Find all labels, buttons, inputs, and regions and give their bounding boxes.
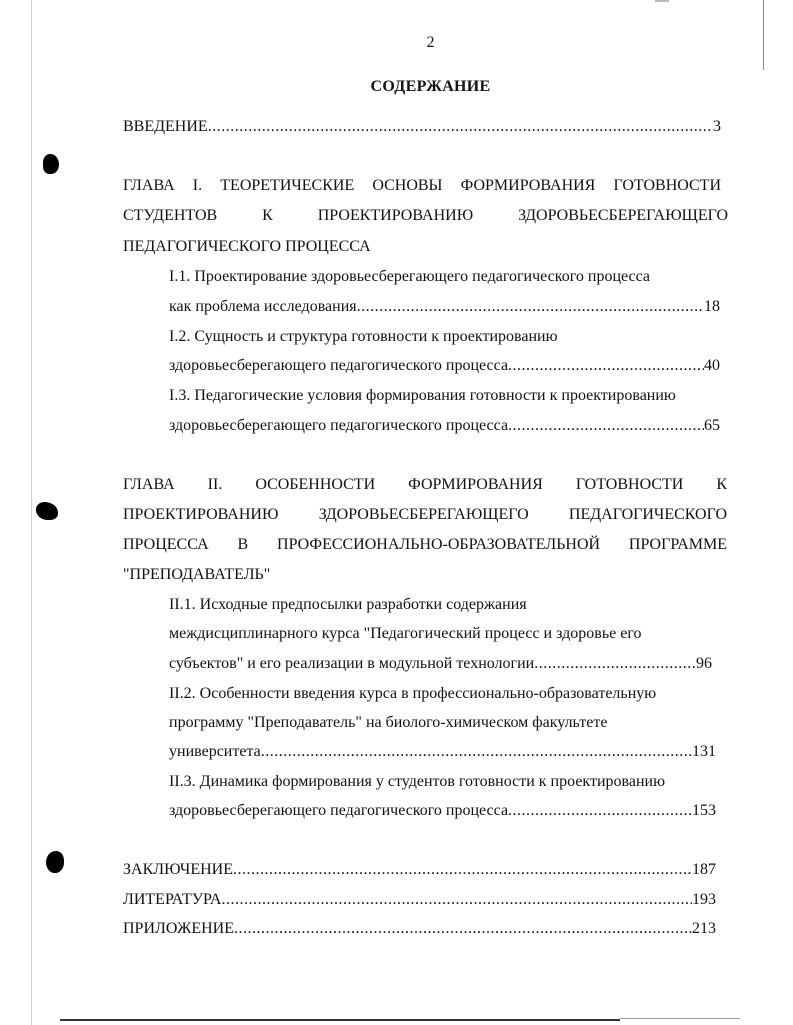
scan-mark-top [655,0,669,2]
chapter2-heading-line3: ПРОЦЕССА В ПРОФЕССИОНАЛЬНО-ОБРАЗОВАТЕЛЬНОЙ ПРОГРАММЕ [123,536,727,553]
section-2-3-line1: II.3. Динамика формирования у студентов готовности к проектированию [169,773,666,790]
scan-edge-bottom [60,1019,620,1021]
toc-entry-label: здоровьесберегающего педагогического процесса [169,802,509,819]
punch-hole-mark [43,154,59,174]
toc-entry-label: университета [169,743,261,760]
toc-leader-dots [208,118,713,136]
toc-leader-dots [357,298,704,316]
chapter1-heading-line3: ПЕДАГОГИЧЕСКОГО ПРОЦЕССА [123,238,371,255]
toc-entry-intro [123,118,721,136]
chapter2-heading-line4: "ПРЕПОДАВАТЕЛЬ" [123,566,271,583]
chapter2-heading-line1: ГЛАВА II. ОСОБЕННОСТИ ФОРМИРОВАНИЯ ГОТОВНОСТИ К [123,476,727,493]
toc-entry-label: ВВЕДЕНИЕ [123,118,208,135]
chapter1-heading-line2: СТУДЕНТОВ К ПРОЕКТИРОВАНИЮ ЗДОРОВЬЕСБЕРЕГАЮЩЕГО [123,207,728,224]
toc-entry-page: 213 [692,920,716,937]
punch-hole-mark [46,851,64,873]
toc-entry-page: 40 [704,357,720,374]
toc-entry-label: как проблема исследования [169,298,357,315]
page-title: СОДЕРЖАНИЕ [370,78,491,95]
toc-entry-label: ПРИЛОЖЕНИЕ [123,920,235,937]
toc-entry-label: здоровьесберегающего педагогического процесса [169,357,509,374]
chapter1-heading-line1: ГЛАВА I. ТЕОРЕТИЧЕСКИЕ ОСНОВЫ ФОРМИРОВАНИЯ ГОТОВНОСТИ [123,177,721,194]
toc-entry-page: 193 [692,891,716,908]
section-1-3-entry [169,417,720,435]
section-1-3-line1: I.3. Педагогические условия формирования готовности к проектированию [169,387,676,404]
scan-edge-left [31,0,32,1025]
scan-edge-bottom-2 [620,1018,740,1019]
toc-leader-dots [508,417,704,435]
section-2-2-entry [169,743,716,761]
section-2-1-entry [169,655,712,673]
section-2-1-line2: междисциплинарного курса "Педагогический процесс и здоровье его [169,625,642,642]
toc-entry-label: субъектов" и его реализации в модульной технологии [169,655,535,672]
toc-entry-label: ЗАКЛЮЧЕНИЕ [123,861,233,878]
chapter2-heading-line2: ПРОЕКТИРОВАНИЮ ЗДОРОВЬЕСБЕРЕГАЮЩЕГО ПЕДАГОГИЧЕСКОГО [123,506,727,523]
toc-leader-dots [534,655,696,673]
toc-leader-dots [508,802,692,820]
punch-hole-mark [36,502,58,520]
page-number: 2 [426,34,435,51]
toc-entry-appendix [123,920,716,938]
toc-leader-dots [261,743,692,761]
section-1-2-line1: I.2. Сущность и структура готовности к проектированию [169,328,558,345]
toc-entry-literature [123,891,716,909]
toc-leader-dots [221,891,692,909]
section-2-1-line1: II.1. Исходные предпосылки разработки содержания [169,596,527,613]
toc-entry-page: 131 [692,743,716,760]
toc-entry-page: 153 [692,802,716,819]
toc-leader-dots [233,861,692,879]
toc-entry-page: 65 [704,417,720,434]
toc-leader-dots [508,357,704,375]
toc-entry-label: здоровьесберегающего педагогического процесса [169,417,509,434]
toc-entry-page: 3 [713,118,721,135]
toc-entry-page: 187 [692,861,716,878]
section-1-2-entry [169,357,720,375]
toc-entry-page: 96 [696,655,712,672]
toc-entry-page: 18 [704,298,720,315]
section-2-2-line2: программу "Преподаватель" на биолого-химическом факультете [169,714,608,731]
toc-entry-label: ЛИТЕРАТУРА [123,891,222,908]
section-1-1-entry [169,298,720,316]
toc-entry-conclusion [123,861,716,879]
section-1-1-line1: I.1. Проектирование здоровьесберегающего педагогического процесса [169,268,651,285]
toc-leader-dots [234,920,692,938]
section-2-2-line1: II.2. Особенности введения курса в профессионально-образовательную [169,685,657,702]
section-2-3-entry [169,802,716,820]
